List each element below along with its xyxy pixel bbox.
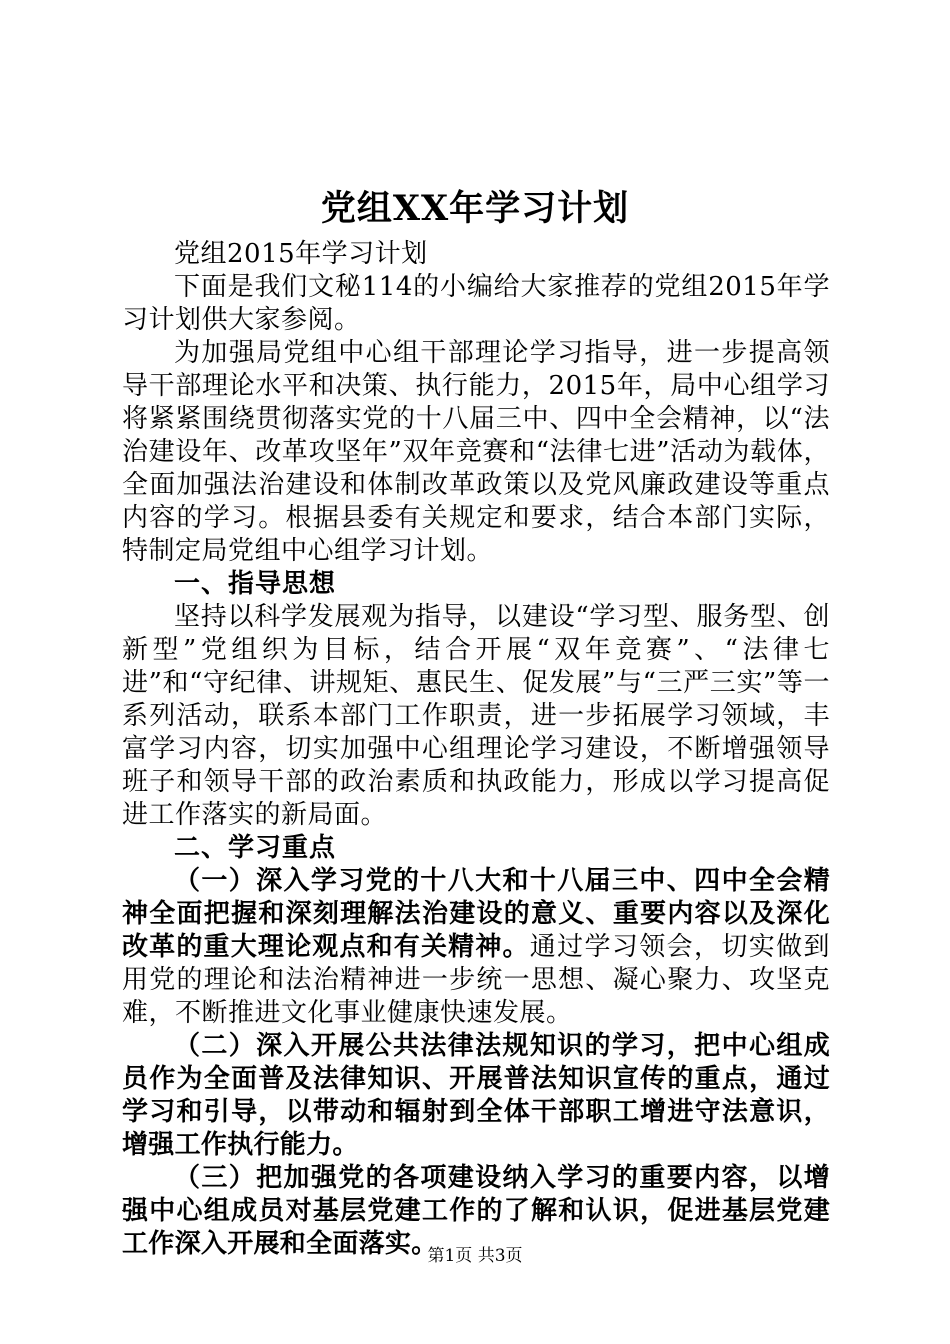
study-focus-item-1-body: 通过学习领会，切实做到用党的理论和法治精神进一步统一思想、凝心聚力、攻坚克难，不断推进文化事业健康快速发展。 [122,932,830,1028]
intro-paragraph: 下面是我们文秘114的小编给大家推荐的党组2015年学习计划供大家参阅。 [122,272,830,335]
study-focus-item-1-lead: （一）深入学习党的十八大和十八届三中、四中全会精神全面把握和深刻理解法治建设的意义、重要内容以及深化改革的重大理论观点和有关精神。 [122,866,830,962]
section-heading-study-focus: 二、学习重点 [174,833,337,863]
document-title: 党组XX年学习计划 [320,188,630,229]
page-footer: 第1页 共3页 [427,1246,523,1266]
document-body [122,238,830,1261]
subtitle-paragraph: 党组2015年学习计划 [174,239,428,269]
study-focus-item-1 [122,865,830,1030]
purpose-paragraph: 为加强局党组中心组干部理论学习指导，进一步提高领导干部理论水平和决策、执行能力，2015年，局中心组学习将紧紧围绕贯彻落实党的十八届三中、四中全会精神，以“法治建设年、改革攻坚年”双年竞赛和“法律七进”活动为载体，全面加强法治建设和体制改革政策以及党风廉政建设等重点内容的学习。根据县委有关规定和要求，结合本部门实际，特制定局党组中心组学习计划。 [122,338,830,566]
study-focus-item-2: （二）深入开展公共法律法规知识的学习，把中心组成员作为全面普及法律知识、开展普法知识宣传的重点，通过学习和引导，以带动和辐射到全体干部职工增进守法意识，增强工作执行能力。 [122,1031,830,1160]
study-focus-item-3: （三）把加强党的各项建设纳入学习的重要内容，以增强中心组成员对基层党建工作的了解和认识，促进基层党建工作深入开展和全面落实。 [122,1163,830,1259]
section-heading-guiding-ideology: 一、指导思想 [174,569,337,599]
guiding-ideology-paragraph: 坚持以科学发展观为指导，以建设“学习型、服务型、创新型”党组织为目标，结合开展“双年竞赛”、“法律七进”和“守纪律、讲规矩、惠民生、促发展”与“三严三实”等一系列活动，联系本部门工作职责，进一步拓展学习领域，丰富学习内容，切实加强中心组理论学习建设，不断增强领导班子和领导干部的政治素质和执政能力，形成以学习提高促进工作落实的新局面。 [122,602,830,830]
